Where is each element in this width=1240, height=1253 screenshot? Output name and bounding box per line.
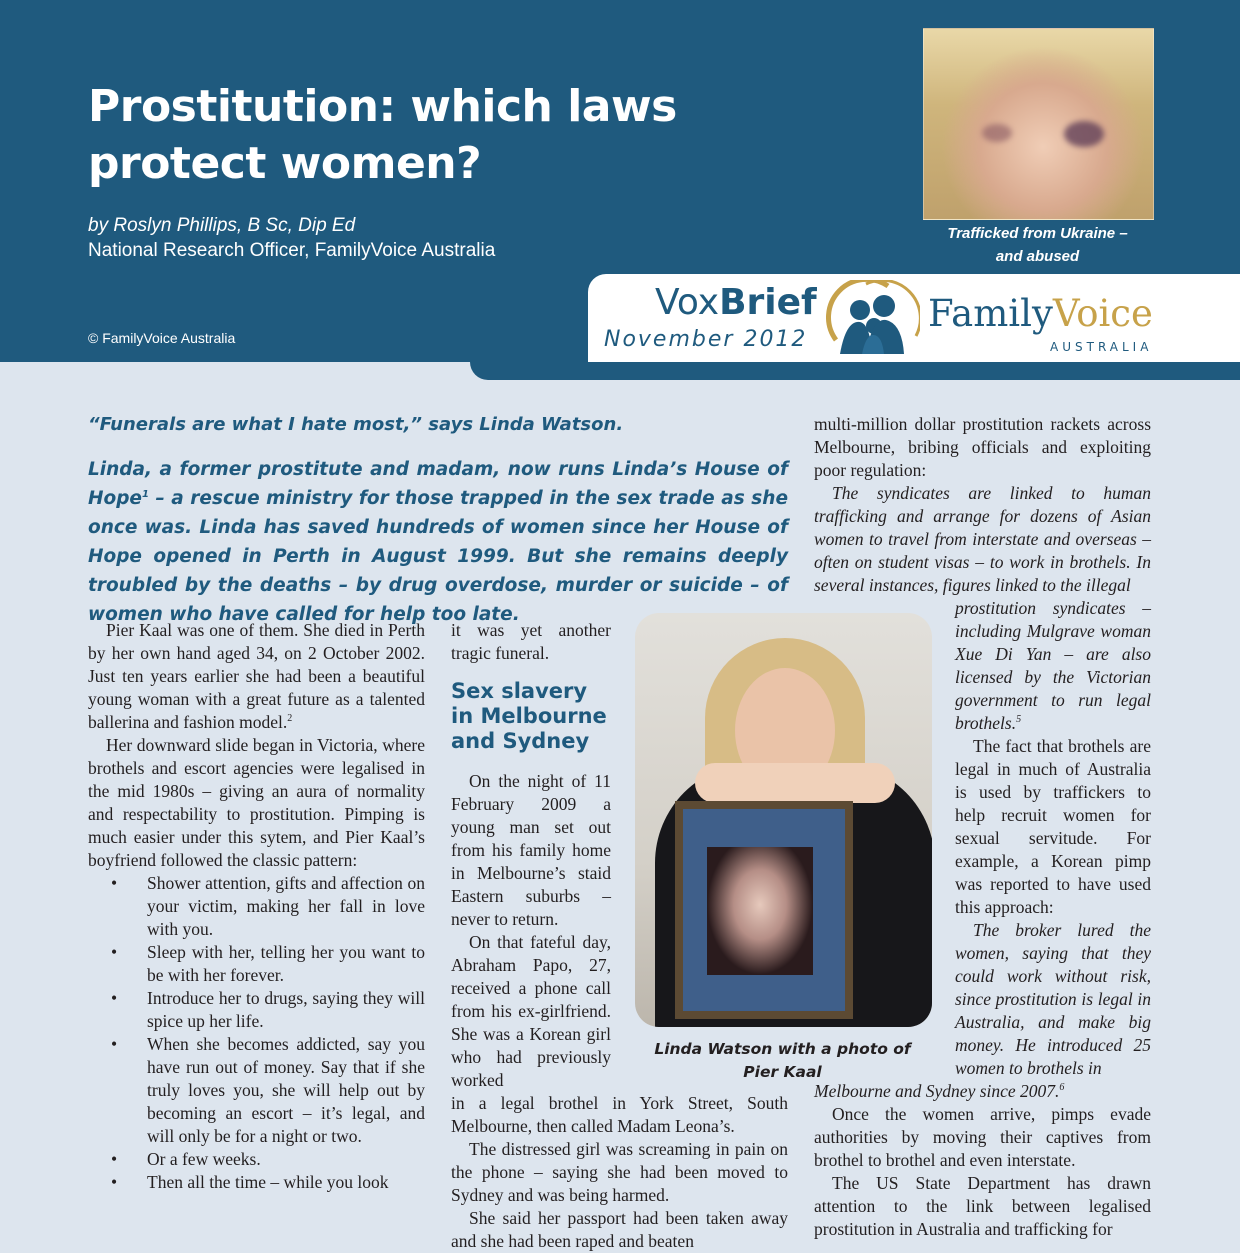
column-3-narrow: [955, 597, 1151, 1080]
block-quote: The broker lured the women, saying that they could work without risk, since prostitution is legal in Australia, and make big money. He introduced 25 women to brothels in: [955, 920, 1151, 1078]
paragraph: it was yet another tragic funeral.: [451, 620, 611, 663]
quote-text: Melbourne and Sydney since 2007.: [814, 1081, 1060, 1101]
column-3: [814, 413, 1151, 1241]
list-item: • Then all the time – while you look: [147, 1171, 425, 1194]
block-quote: [955, 597, 1151, 735]
list-item: • When she becomes addicted, say you have run out of money. Say that if she truly loves you, she will help out by becoming an escort – it’s legal, and will only be for a night or two.: [147, 1033, 425, 1148]
brief-text: Brief: [719, 282, 817, 323]
paragraph: multi-million dollar prostitution rackets across Melbourne, bribing officials and exploiting poor regulation:: [814, 414, 1151, 480]
intro-paragraph: [88, 455, 788, 629]
list-item: • Or a few weeks.: [147, 1148, 425, 1171]
caption-line: and abused: [995, 248, 1080, 265]
paragraph-text: Pier Kaal was one of them. She died in Perth by her own hand aged 34, on 2 October 2002. Just ten years earlier she had been a beautiful young woman with a great future as a talented ballerina and fashion model.: [88, 620, 425, 732]
paragraph: She said her passport had been taken away and she had been raped and beaten: [451, 1208, 788, 1251]
intro-text: Linda, a former prostitute and madam, now runs Linda’s House of Hope: [88, 459, 788, 509]
paragraph: [88, 619, 425, 734]
byline: [88, 213, 495, 263]
family-text: Family: [928, 292, 1053, 335]
list-item: • Shower attention, gifts and affection on your victim, making her fall in love with you.: [147, 872, 425, 941]
section-heading: Sex slavery in Melbourne and Sydney: [451, 679, 607, 753]
list-item: • Introduce her to drugs, saying they will spice up her life.: [147, 987, 425, 1033]
footnote-ref: 2: [287, 713, 293, 725]
caption-line: Trafficked from Ukraine –: [947, 225, 1128, 242]
article-title: Prostitution: which laws protect women?: [88, 81, 677, 189]
caption-line: Pier Kaal: [743, 1063, 822, 1081]
australia-text: AUSTRALIA: [1050, 340, 1153, 354]
familyvoice-wordmark: [928, 292, 1153, 335]
column-1: [88, 619, 425, 1194]
author-name: by Roslyn Phillips, B Sc, Dip Ed: [88, 215, 356, 236]
paragraph: On the night of 11 February 2009 a young man set out from his family home in Melbourne’s staid Eastern suburbs – never to return.: [451, 771, 611, 929]
footnote-ref: 6: [1059, 1082, 1065, 1094]
paragraph: The fact that brothels are legal in much of Australia is used by traffickers to help recruit women for sexual servitude. For example, a Korean pimp was reported to have used this approach:: [955, 736, 1151, 917]
top-photo-caption: [923, 222, 1152, 268]
block-quote: The syndicates are linked to human trafficking and arrange for dozens of Asian women to travel from interstate and overseas – often on student visas – to work in brothels. In several instances, figures linked to the illegal: [814, 483, 1151, 595]
voxbrief-logo: [655, 282, 817, 323]
block-quote: [814, 1080, 1151, 1103]
paragraph: Once the women arrive, pimps evade authorities by moving their captives from brothel to brothel and even interstate.: [814, 1104, 1151, 1170]
pier-kaal-portrait: [707, 847, 813, 975]
vox-text: Vox: [655, 282, 720, 323]
trafficked-woman-photo: [923, 28, 1154, 220]
photo-detail: [982, 124, 1012, 142]
pimping-pattern-list: [88, 872, 425, 1194]
footnote-ref: 1: [141, 488, 149, 500]
author-position: National Research Officer, FamilyVoice Australia: [88, 240, 496, 261]
paragraph: The US State Department has drawn attention to the link between legalised prostitution in Australia and trafficking for: [814, 1173, 1151, 1239]
list-item: • Sleep with her, telling her you want to be with her forever.: [147, 941, 425, 987]
column-2-narrow: [451, 619, 611, 1092]
paragraph: The distressed girl was screaming in pain on the phone – saying she had been moved to Sydney and was being harmed.: [451, 1139, 788, 1205]
footnote-ref: 5: [1016, 714, 1022, 726]
intro-quote: “Funerals are what I hate most,” says Linda Watson.: [88, 414, 624, 435]
issue-date: November 2012: [604, 327, 808, 352]
copyright-notice: © FamilyVoice Australia: [88, 330, 236, 346]
familyvoice-emblem-icon: [826, 280, 920, 356]
paragraph: Her downward slide began in Victoria, where brothels and escort agencies were legalised in the mid 1980s – giving an aura of normality and respectability to prostitution. Pimping is much easier under this sytem, and Pier Kaal’s boyfriend followed the classic pattern:: [88, 735, 425, 870]
paragraph: On that fateful day, Abraham Papo, 27, received a phone call from his ex-girlfriend. She was a Korean girl who had previously worked: [451, 932, 611, 1090]
photo-detail: [1064, 121, 1104, 147]
paragraph: in a legal brothel in York Street, South Melbourne, then called Madam Leona’s.: [451, 1093, 788, 1136]
caption-line: Linda Watson with a photo of: [654, 1040, 911, 1058]
intro-text: – a rescue ministry for those trapped in the sex trade as she once was. Linda has saved hundreds of women since her House of Hope opened in Perth in August 1999. But she remains deeply troubled by the deaths – by drug overdose, murder or suicide – of women who have called for help too late.: [88, 488, 788, 625]
quote-text: prostitution syndicates – including Mulgrave woman Xue Di Yan – are also licensed by the Victorian government to run legal brothels.: [955, 598, 1151, 733]
voice-text: Voice: [1052, 292, 1153, 335]
